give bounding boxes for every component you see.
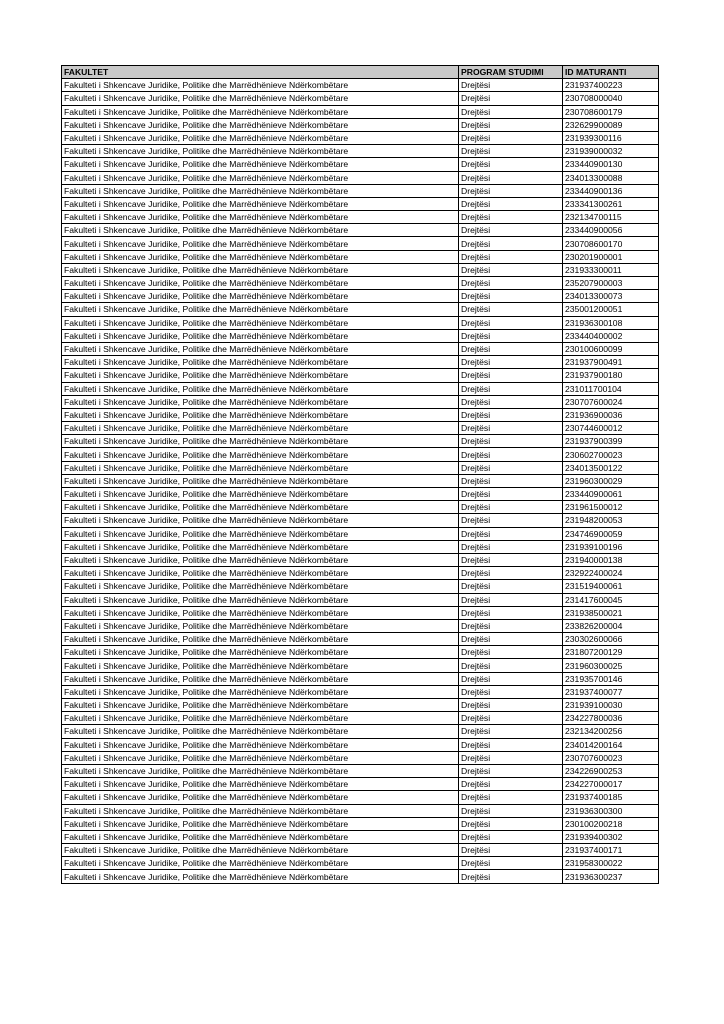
student-id-cell: 231937900180 bbox=[563, 369, 659, 382]
student-id-cell: 230201900001 bbox=[563, 250, 659, 263]
table-row bbox=[62, 699, 659, 712]
student-id-cell: 235207900003 bbox=[563, 277, 659, 290]
table-row bbox=[62, 316, 659, 329]
program-cell: Drejtësi bbox=[459, 791, 563, 804]
student-id-cell: 234013500122 bbox=[563, 461, 659, 474]
program-cell: Drejtësi bbox=[459, 342, 563, 355]
table-row bbox=[62, 791, 659, 804]
program-cell: Drejtësi bbox=[459, 738, 563, 751]
faculty-cell: Fakulteti i Shkencave Juridike, Politike dhe Marrëdhënieve Ndërkombëtare bbox=[62, 646, 459, 659]
table-row bbox=[62, 830, 659, 843]
program-cell: Drejtësi bbox=[459, 817, 563, 830]
table-row bbox=[62, 844, 659, 857]
faculty-cell: Fakulteti i Shkencave Juridike, Politike dhe Marrëdhënieve Ndërkombëtare bbox=[62, 329, 459, 342]
table-row bbox=[62, 369, 659, 382]
program-cell: Drejtësi bbox=[459, 290, 563, 303]
student-id-cell: 230100200218 bbox=[563, 817, 659, 830]
student-id-cell: 232134200256 bbox=[563, 725, 659, 738]
student-id-cell: 233440900056 bbox=[563, 224, 659, 237]
table-row bbox=[62, 488, 659, 501]
faculty-cell: Fakulteti i Shkencave Juridike, Politike dhe Marrëdhënieve Ndërkombëtare bbox=[62, 395, 459, 408]
faculty-cell: Fakulteti i Shkencave Juridike, Politike dhe Marrëdhënieve Ndërkombëtare bbox=[62, 501, 459, 514]
table-row bbox=[62, 342, 659, 355]
table-row bbox=[62, 751, 659, 764]
program-cell: Drejtësi bbox=[459, 712, 563, 725]
table-row bbox=[62, 738, 659, 751]
faculty-cell: Fakulteti i Shkencave Juridike, Politike dhe Marrëdhënieve Ndërkombëtare bbox=[62, 356, 459, 369]
student-id-cell: 230708000040 bbox=[563, 92, 659, 105]
program-cell: Drejtësi bbox=[459, 329, 563, 342]
faculty-cell: Fakulteti i Shkencave Juridike, Politike dhe Marrëdhënieve Ndërkombëtare bbox=[62, 857, 459, 870]
student-id-cell: 233826200004 bbox=[563, 619, 659, 632]
faculty-cell: Fakulteti i Shkencave Juridike, Politike dhe Marrëdhënieve Ndërkombëtare bbox=[62, 131, 459, 144]
student-id-cell: 230708600170 bbox=[563, 237, 659, 250]
table-row bbox=[62, 197, 659, 210]
student-id-cell: 231936900036 bbox=[563, 408, 659, 421]
table-row bbox=[62, 105, 659, 118]
student-id-cell: 231939000032 bbox=[563, 145, 659, 158]
program-cell: Drejtësi bbox=[459, 395, 563, 408]
student-id-cell: 231939400302 bbox=[563, 830, 659, 843]
faculty-cell: Fakulteti i Shkencave Juridike, Politike dhe Marrëdhënieve Ndërkombëtare bbox=[62, 672, 459, 685]
program-cell: Drejtësi bbox=[459, 606, 563, 619]
table-row bbox=[62, 725, 659, 738]
faculty-cell: Fakulteti i Shkencave Juridike, Politike dhe Marrëdhënieve Ndërkombëtare bbox=[62, 158, 459, 171]
faculty-cell: Fakulteti i Shkencave Juridike, Politike dhe Marrëdhënieve Ndërkombëtare bbox=[62, 738, 459, 751]
program-cell: Drejtësi bbox=[459, 145, 563, 158]
program-cell: Drejtësi bbox=[459, 725, 563, 738]
faculty-cell: Fakulteti i Shkencave Juridike, Politike dhe Marrëdhënieve Ndërkombëtare bbox=[62, 725, 459, 738]
student-id-cell: 232629900089 bbox=[563, 118, 659, 131]
faculty-cell: Fakulteti i Shkencave Juridike, Politike dhe Marrëdhënieve Ndërkombëtare bbox=[62, 764, 459, 777]
faculty-cell: Fakulteti i Shkencave Juridike, Politike dhe Marrëdhënieve Ndërkombëtare bbox=[62, 659, 459, 672]
student-id-cell: 233440900061 bbox=[563, 488, 659, 501]
student-id-cell: 231933300011 bbox=[563, 263, 659, 276]
faculty-cell: Fakulteti i Shkencave Juridike, Politike dhe Marrëdhënieve Ndërkombëtare bbox=[62, 250, 459, 263]
program-cell: Drejtësi bbox=[459, 540, 563, 553]
student-id-cell: 231939300116 bbox=[563, 131, 659, 144]
program-cell: Drejtësi bbox=[459, 488, 563, 501]
table-row bbox=[62, 131, 659, 144]
student-id-cell: 233440400002 bbox=[563, 329, 659, 342]
table-row bbox=[62, 633, 659, 646]
program-cell: Drejtësi bbox=[459, 131, 563, 144]
program-cell: Drejtësi bbox=[459, 118, 563, 131]
student-id-cell: 231937400171 bbox=[563, 844, 659, 857]
faculty-cell: Fakulteti i Shkencave Juridike, Politike dhe Marrëdhënieve Ndërkombëtare bbox=[62, 303, 459, 316]
program-cell: Drejtësi bbox=[459, 224, 563, 237]
program-cell: Drejtësi bbox=[459, 250, 563, 263]
table-row bbox=[62, 857, 659, 870]
student-id-cell: 231938500021 bbox=[563, 606, 659, 619]
program-cell: Drejtësi bbox=[459, 527, 563, 540]
table-row bbox=[62, 817, 659, 830]
faculty-cell: Fakulteti i Shkencave Juridike, Politike dhe Marrëdhënieve Ndërkombëtare bbox=[62, 567, 459, 580]
table-row bbox=[62, 804, 659, 817]
student-id-cell: 231939100196 bbox=[563, 540, 659, 553]
table-row bbox=[62, 435, 659, 448]
program-cell: Drejtësi bbox=[459, 422, 563, 435]
student-id-cell: 231011700104 bbox=[563, 382, 659, 395]
table-row bbox=[62, 778, 659, 791]
program-cell: Drejtësi bbox=[459, 672, 563, 685]
program-cell: Drejtësi bbox=[459, 857, 563, 870]
header-fakultet: FAKULTET bbox=[62, 66, 459, 79]
student-id-cell: 230302600066 bbox=[563, 633, 659, 646]
student-id-cell: 231958300022 bbox=[563, 857, 659, 870]
faculty-cell: Fakulteti i Shkencave Juridike, Politike dhe Marrëdhënieve Ndërkombëtare bbox=[62, 105, 459, 118]
faculty-cell: Fakulteti i Shkencave Juridike, Politike dhe Marrëdhënieve Ndërkombëtare bbox=[62, 778, 459, 791]
table-row bbox=[62, 659, 659, 672]
student-id-cell: 231936300300 bbox=[563, 804, 659, 817]
faculty-cell: Fakulteti i Shkencave Juridike, Politike dhe Marrëdhënieve Ndërkombëtare bbox=[62, 224, 459, 237]
faculty-cell: Fakulteti i Shkencave Juridike, Politike dhe Marrëdhënieve Ndërkombëtare bbox=[62, 435, 459, 448]
table-row bbox=[62, 593, 659, 606]
faculty-cell: Fakulteti i Shkencave Juridike, Politike dhe Marrëdhënieve Ndërkombëtare bbox=[62, 277, 459, 290]
table-row bbox=[62, 277, 659, 290]
program-cell: Drejtësi bbox=[459, 277, 563, 290]
faculty-cell: Fakulteti i Shkencave Juridike, Politike dhe Marrëdhënieve Ndërkombëtare bbox=[62, 488, 459, 501]
program-cell: Drejtësi bbox=[459, 263, 563, 276]
table-row bbox=[62, 567, 659, 580]
faculty-cell: Fakulteti i Shkencave Juridike, Politike dhe Marrëdhënieve Ndërkombëtare bbox=[62, 408, 459, 421]
student-id-cell: 232134700115 bbox=[563, 211, 659, 224]
table-row bbox=[62, 712, 659, 725]
program-cell: Drejtësi bbox=[459, 580, 563, 593]
table-row bbox=[62, 461, 659, 474]
table-row bbox=[62, 118, 659, 131]
student-id-cell: 234746900059 bbox=[563, 527, 659, 540]
program-cell: Drejtësi bbox=[459, 184, 563, 197]
program-cell: Drejtësi bbox=[459, 501, 563, 514]
program-cell: Drejtësi bbox=[459, 171, 563, 184]
program-cell: Drejtësi bbox=[459, 659, 563, 672]
table-row bbox=[62, 329, 659, 342]
program-cell: Drejtësi bbox=[459, 804, 563, 817]
faculty-cell: Fakulteti i Shkencave Juridike, Politike dhe Marrëdhënieve Ndërkombëtare bbox=[62, 92, 459, 105]
faculty-cell: Fakulteti i Shkencave Juridike, Politike dhe Marrëdhënieve Ndërkombëtare bbox=[62, 870, 459, 883]
table-row bbox=[62, 211, 659, 224]
program-cell: Drejtësi bbox=[459, 158, 563, 171]
student-id-cell: 234226900253 bbox=[563, 764, 659, 777]
student-id-cell: 230602700023 bbox=[563, 448, 659, 461]
student-id-cell: 231937400077 bbox=[563, 685, 659, 698]
student-id-cell: 233440900130 bbox=[563, 158, 659, 171]
program-cell: Drejtësi bbox=[459, 870, 563, 883]
table-row bbox=[62, 171, 659, 184]
table-row bbox=[62, 474, 659, 487]
student-id-cell: 233341300261 bbox=[563, 197, 659, 210]
faculty-cell: Fakulteti i Shkencave Juridike, Politike dhe Marrëdhënieve Ndërkombëtare bbox=[62, 342, 459, 355]
faculty-cell: Fakulteti i Shkencave Juridike, Politike dhe Marrëdhënieve Ndërkombëtare bbox=[62, 553, 459, 566]
table-row bbox=[62, 870, 659, 883]
faculty-cell: Fakulteti i Shkencave Juridike, Politike dhe Marrëdhënieve Ndërkombëtare bbox=[62, 145, 459, 158]
program-cell: Drejtësi bbox=[459, 237, 563, 250]
table-row bbox=[62, 580, 659, 593]
program-cell: Drejtësi bbox=[459, 844, 563, 857]
table-row bbox=[62, 237, 659, 250]
faculty-cell: Fakulteti i Shkencave Juridike, Politike dhe Marrëdhënieve Ndërkombëtare bbox=[62, 197, 459, 210]
table-row bbox=[62, 646, 659, 659]
program-cell: Drejtësi bbox=[459, 356, 563, 369]
faculty-cell: Fakulteti i Shkencave Juridike, Politike dhe Marrëdhënieve Ndërkombëtare bbox=[62, 422, 459, 435]
student-id-cell: 234014200164 bbox=[563, 738, 659, 751]
faculty-cell: Fakulteti i Shkencave Juridike, Politike dhe Marrëdhënieve Ndërkombëtare bbox=[62, 474, 459, 487]
table-row bbox=[62, 553, 659, 566]
program-cell: Drejtësi bbox=[459, 646, 563, 659]
student-id-cell: 235001200051 bbox=[563, 303, 659, 316]
faculty-cell: Fakulteti i Shkencave Juridike, Politike dhe Marrëdhënieve Ndërkombëtare bbox=[62, 211, 459, 224]
student-id-cell: 230744600012 bbox=[563, 422, 659, 435]
student-id-cell: 233440900136 bbox=[563, 184, 659, 197]
header-row bbox=[62, 66, 659, 79]
student-id-cell: 231948200053 bbox=[563, 514, 659, 527]
program-cell: Drejtësi bbox=[459, 448, 563, 461]
program-cell: Drejtësi bbox=[459, 211, 563, 224]
student-id-cell: 231417600045 bbox=[563, 593, 659, 606]
table-row bbox=[62, 540, 659, 553]
faculty-cell: Fakulteti i Shkencave Juridike, Politike dhe Marrëdhënieve Ndërkombëtare bbox=[62, 712, 459, 725]
program-cell: Drejtësi bbox=[459, 633, 563, 646]
table-row bbox=[62, 395, 659, 408]
student-id-cell: 231807200129 bbox=[563, 646, 659, 659]
program-cell: Drejtësi bbox=[459, 316, 563, 329]
faculty-cell: Fakulteti i Shkencave Juridike, Politike dhe Marrëdhënieve Ndërkombëtare bbox=[62, 791, 459, 804]
faculty-cell: Fakulteti i Shkencave Juridike, Politike dhe Marrëdhënieve Ndërkombëtare bbox=[62, 382, 459, 395]
table-row bbox=[62, 92, 659, 105]
program-cell: Drejtësi bbox=[459, 619, 563, 632]
table-row bbox=[62, 382, 659, 395]
table-row bbox=[62, 250, 659, 263]
student-id-cell: 231936300237 bbox=[563, 870, 659, 883]
faculty-cell: Fakulteti i Shkencave Juridike, Politike dhe Marrëdhënieve Ndërkombëtare bbox=[62, 593, 459, 606]
faculty-cell: Fakulteti i Shkencave Juridike, Politike dhe Marrëdhënieve Ndërkombëtare bbox=[62, 804, 459, 817]
faculty-cell: Fakulteti i Shkencave Juridike, Politike dhe Marrëdhënieve Ndërkombëtare bbox=[62, 316, 459, 329]
table-row bbox=[62, 685, 659, 698]
student-id-cell: 231937900491 bbox=[563, 356, 659, 369]
program-cell: Drejtësi bbox=[459, 461, 563, 474]
program-cell: Drejtësi bbox=[459, 303, 563, 316]
student-id-cell: 230100600099 bbox=[563, 342, 659, 355]
student-id-cell: 230708600179 bbox=[563, 105, 659, 118]
table-row bbox=[62, 158, 659, 171]
program-cell: Drejtësi bbox=[459, 699, 563, 712]
program-cell: Drejtësi bbox=[459, 79, 563, 92]
table-row bbox=[62, 79, 659, 92]
faculty-cell: Fakulteti i Shkencave Juridike, Politike dhe Marrëdhënieve Ndërkombëtare bbox=[62, 184, 459, 197]
program-cell: Drejtësi bbox=[459, 553, 563, 566]
table-row bbox=[62, 303, 659, 316]
program-cell: Drejtësi bbox=[459, 685, 563, 698]
table-row bbox=[62, 263, 659, 276]
faculty-cell: Fakulteti i Shkencave Juridike, Politike dhe Marrëdhënieve Ndërkombëtare bbox=[62, 118, 459, 131]
table-row bbox=[62, 184, 659, 197]
student-id-cell: 231936300108 bbox=[563, 316, 659, 329]
faculty-cell: Fakulteti i Shkencave Juridike, Politike dhe Marrëdhënieve Ndërkombëtare bbox=[62, 79, 459, 92]
faculty-cell: Fakulteti i Shkencave Juridike, Politike dhe Marrëdhënieve Ndërkombëtare bbox=[62, 633, 459, 646]
table-row bbox=[62, 408, 659, 421]
faculty-cell: Fakulteti i Shkencave Juridike, Politike dhe Marrëdhënieve Ndërkombëtare bbox=[62, 461, 459, 474]
table-body bbox=[62, 79, 659, 883]
student-id-cell: 231937400223 bbox=[563, 79, 659, 92]
student-id-cell: 234013300073 bbox=[563, 290, 659, 303]
faculty-cell: Fakulteti i Shkencave Juridike, Politike dhe Marrëdhënieve Ndërkombëtare bbox=[62, 830, 459, 843]
faculty-cell: Fakulteti i Shkencave Juridike, Politike dhe Marrëdhënieve Ndërkombëtare bbox=[62, 685, 459, 698]
table-row bbox=[62, 448, 659, 461]
table-row bbox=[62, 501, 659, 514]
table-row bbox=[62, 224, 659, 237]
faculty-cell: Fakulteti i Shkencave Juridike, Politike dhe Marrëdhënieve Ndërkombëtare bbox=[62, 606, 459, 619]
student-id-cell: 231937900399 bbox=[563, 435, 659, 448]
header-program-studimi: PROGRAM STUDIMI bbox=[459, 66, 563, 79]
table-row bbox=[62, 290, 659, 303]
table-row bbox=[62, 356, 659, 369]
student-id-cell: 231940000138 bbox=[563, 553, 659, 566]
program-cell: Drejtësi bbox=[459, 105, 563, 118]
program-cell: Drejtësi bbox=[459, 92, 563, 105]
program-cell: Drejtësi bbox=[459, 474, 563, 487]
faculty-cell: Fakulteti i Shkencave Juridike, Politike dhe Marrëdhënieve Ndërkombëtare bbox=[62, 619, 459, 632]
faculty-cell: Fakulteti i Shkencave Juridike, Politike dhe Marrëdhënieve Ndërkombëtare bbox=[62, 448, 459, 461]
faculty-cell: Fakulteti i Shkencave Juridike, Politike dhe Marrëdhënieve Ndërkombëtare bbox=[62, 171, 459, 184]
program-cell: Drejtësi bbox=[459, 764, 563, 777]
student-id-cell: 231935700146 bbox=[563, 672, 659, 685]
student-id-cell: 234227800036 bbox=[563, 712, 659, 725]
program-cell: Drejtësi bbox=[459, 751, 563, 764]
faculty-cell: Fakulteti i Shkencave Juridike, Politike dhe Marrëdhënieve Ndërkombëtare bbox=[62, 751, 459, 764]
student-id-cell: 231519400061 bbox=[563, 580, 659, 593]
faculty-cell: Fakulteti i Shkencave Juridike, Politike dhe Marrëdhënieve Ndërkombëtare bbox=[62, 527, 459, 540]
table-row bbox=[62, 514, 659, 527]
program-cell: Drejtësi bbox=[459, 567, 563, 580]
program-cell: Drejtësi bbox=[459, 408, 563, 421]
student-id-cell: 231937400185 bbox=[563, 791, 659, 804]
table-row bbox=[62, 422, 659, 435]
program-cell: Drejtësi bbox=[459, 369, 563, 382]
student-id-cell: 231939100030 bbox=[563, 699, 659, 712]
faculty-cell: Fakulteti i Shkencave Juridike, Politike dhe Marrëdhënieve Ndërkombëtare bbox=[62, 514, 459, 527]
faculty-cell: Fakulteti i Shkencave Juridike, Politike dhe Marrëdhënieve Ndërkombëtare bbox=[62, 237, 459, 250]
results-table bbox=[61, 65, 659, 884]
student-id-cell: 231961500012 bbox=[563, 501, 659, 514]
table-row bbox=[62, 527, 659, 540]
program-cell: Drejtësi bbox=[459, 382, 563, 395]
program-cell: Drejtësi bbox=[459, 435, 563, 448]
student-id-cell: 232922400024 bbox=[563, 567, 659, 580]
student-id-cell: 231960300025 bbox=[563, 659, 659, 672]
faculty-cell: Fakulteti i Shkencave Juridike, Politike dhe Marrëdhënieve Ndërkombëtare bbox=[62, 844, 459, 857]
faculty-cell: Fakulteti i Shkencave Juridike, Politike dhe Marrëdhënieve Ndërkombëtare bbox=[62, 817, 459, 830]
table-row bbox=[62, 619, 659, 632]
faculty-cell: Fakulteti i Shkencave Juridike, Politike dhe Marrëdhënieve Ndërkombëtare bbox=[62, 290, 459, 303]
faculty-cell: Fakulteti i Shkencave Juridike, Politike dhe Marrëdhënieve Ndërkombëtare bbox=[62, 580, 459, 593]
program-cell: Drejtësi bbox=[459, 593, 563, 606]
table-row bbox=[62, 672, 659, 685]
table-row bbox=[62, 145, 659, 158]
table-row bbox=[62, 606, 659, 619]
student-id-cell: 234227000017 bbox=[563, 778, 659, 791]
faculty-cell: Fakulteti i Shkencave Juridike, Politike dhe Marrëdhënieve Ndërkombëtare bbox=[62, 369, 459, 382]
header-id-maturanti: ID MATURANTI bbox=[563, 66, 659, 79]
student-id-cell: 231960300029 bbox=[563, 474, 659, 487]
program-cell: Drejtësi bbox=[459, 778, 563, 791]
faculty-cell: Fakulteti i Shkencave Juridike, Politike dhe Marrëdhënieve Ndërkombëtare bbox=[62, 699, 459, 712]
program-cell: Drejtësi bbox=[459, 197, 563, 210]
program-cell: Drejtësi bbox=[459, 830, 563, 843]
table-row bbox=[62, 764, 659, 777]
student-id-cell: 234013300088 bbox=[563, 171, 659, 184]
faculty-cell: Fakulteti i Shkencave Juridike, Politike dhe Marrëdhënieve Ndërkombëtare bbox=[62, 263, 459, 276]
student-id-cell: 230707600024 bbox=[563, 395, 659, 408]
program-cell: Drejtësi bbox=[459, 514, 563, 527]
faculty-cell: Fakulteti i Shkencave Juridike, Politike dhe Marrëdhënieve Ndërkombëtare bbox=[62, 540, 459, 553]
student-id-cell: 230707600023 bbox=[563, 751, 659, 764]
